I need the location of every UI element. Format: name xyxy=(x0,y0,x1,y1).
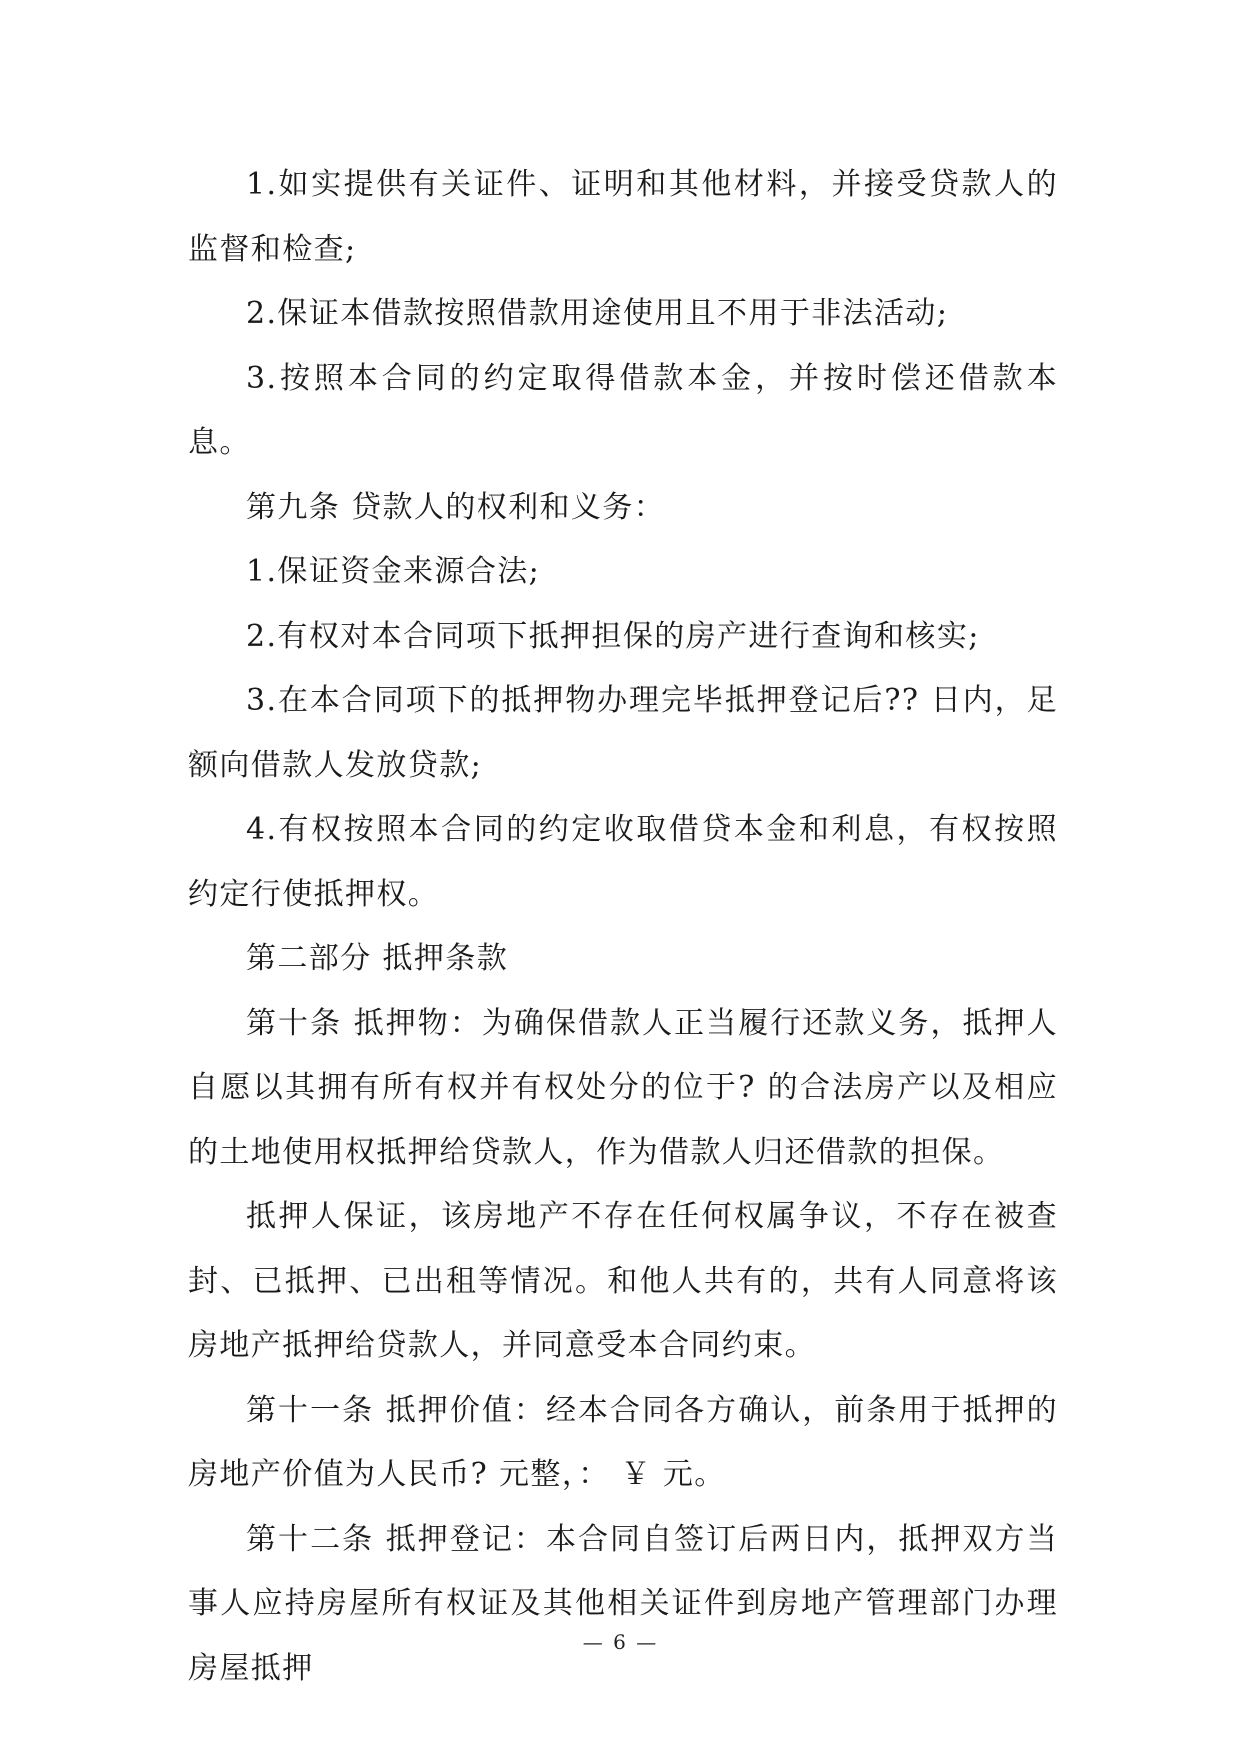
article-11-paragraph: 第十一条 抵押价值：经本合同各方确认，前条用于抵押的房地产价值为人民币? 元整，： ￥ 元。 xyxy=(188,1392,1058,1492)
article-10-paragraph: 第十条 抵押物：为确保借款人正当履行还款义务，抵押人自愿以其拥有所有权并有权处分的位于? 的合法房产以及相应的土地使用权抵押给贷款人，作为借款人归还借款的担保。 xyxy=(188,1005,1058,1170)
paragraph-borrower-duty-2: 2.保证本借款按照借款用途使用且不用于非法活动; xyxy=(246,296,949,331)
article-9-heading: 第九条 贷款人的权利和义务： xyxy=(246,489,666,525)
paragraph-lender-duty-2: 2.有权对本合同项下抵押担保的房产进行查询和核实; xyxy=(246,618,980,654)
part-2-heading: 第二部分 抵押条款 xyxy=(246,941,509,976)
article-12-paragraph: 第十二条 抵押登记：本合同自签订后两日内，抵押双方当事人应持房屋所有权证及其他相关证件到房地产管理部门办理房屋抵押 xyxy=(188,1521,1058,1686)
mortgagor-guarantee-paragraph: 抵押人保证，该房地产不存在任何权属争议，不存在被查封、已抵押、已出租等情况。和他人共有的，共有人同意将该房地产抵押给贷款人，并同意受本合同约束。 xyxy=(188,1199,1058,1363)
paragraph-borrower-duty-1: 1.如实提供有关证件、证明和其他材料，并接受贷款人的监督和检查; xyxy=(188,167,1058,267)
document-body xyxy=(188,153,1058,1701)
paragraph-borrower-duty-3: 3.按照本合同的约定取得借款本金，并按时偿还借款本息。 xyxy=(188,360,1058,460)
paragraph-lender-duty-3: 3.在本合同项下的抵押物办理完毕抵押登记后?? 日内，足额向借款人发放贷款; xyxy=(188,683,1058,783)
paragraph-lender-duty-1: 1.保证资金来源合法; xyxy=(246,554,541,589)
paragraph-lender-duty-4: 4.有权按照本合同的约定收取借贷本金和利息，有权按照约定行使抵押权。 xyxy=(188,812,1058,912)
page-number: — 6 — xyxy=(582,1630,659,1654)
